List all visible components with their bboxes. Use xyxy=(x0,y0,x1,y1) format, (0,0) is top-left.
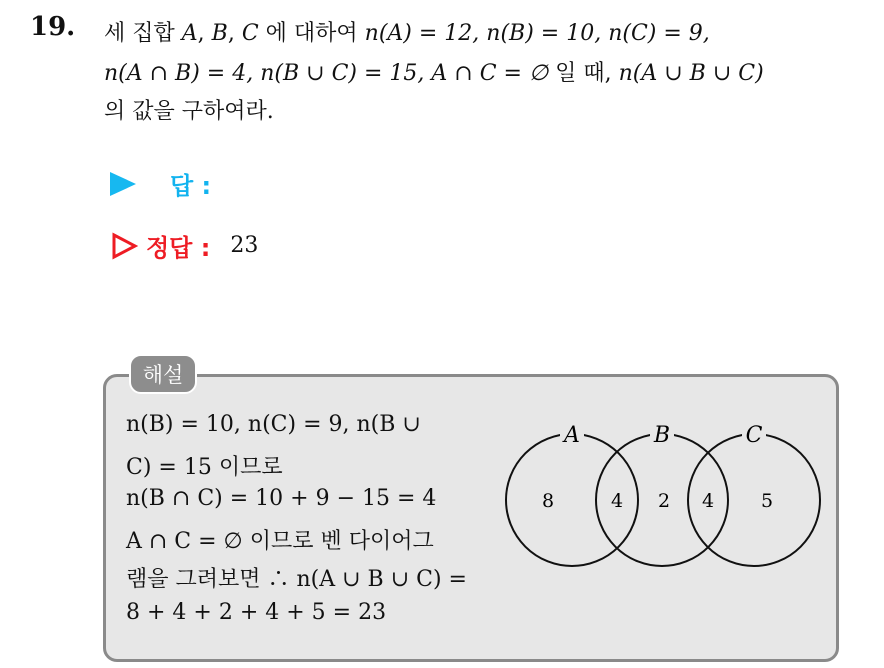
solution-line-2: C) = 15 이므로 xyxy=(126,455,283,480)
solution-line-6: 8 + 4 + 2 + 4 + 5 = 23 xyxy=(126,600,387,625)
solution-line-1: n(B) = 10, n(C) = 9, n(B ∪ xyxy=(126,412,421,437)
solution-line-4: A ∩ C = ∅ 이므로 벤 다이어그 xyxy=(126,529,434,554)
count-c: n(C) = 9, xyxy=(601,21,710,46)
separator: , xyxy=(197,21,212,46)
venn-region-a-only: 8 xyxy=(541,490,555,512)
solution-tab: 해설 xyxy=(129,354,197,394)
count-b-union-c: n(B ∪ C) = 15, xyxy=(253,61,425,86)
count-a-intersect-b: n(A ∩ B) = 4, xyxy=(104,61,254,86)
venn-region-c-only: 5 xyxy=(760,490,774,512)
venn-label-c: C xyxy=(745,423,763,448)
venn-region-b-and-c: 4 xyxy=(701,490,715,512)
venn-region-a-and-b: 4 xyxy=(610,490,624,512)
a-intersect-c-empty: A ∩ C = ∅ xyxy=(424,61,549,86)
answer-key-value: 23 xyxy=(230,233,259,258)
question-line-3: 의 값을 구하여라. xyxy=(104,99,274,124)
play-outline-icon xyxy=(110,232,138,260)
question-text: 에 대하여 xyxy=(258,21,365,46)
answer-input-row[interactable] xyxy=(110,166,211,201)
set-c-label: C xyxy=(241,21,259,46)
question-line-1 xyxy=(104,16,710,47)
count-b: n(B) = 10, xyxy=(479,21,602,46)
question-line-2 xyxy=(104,56,764,87)
asked-quantity: n(A ∪ B ∪ C) xyxy=(618,61,764,86)
play-icon xyxy=(110,172,136,196)
question-text: 일 때, xyxy=(548,61,619,86)
solution-line-5: 램을 그려보면 ∴ n(A ∪ B ∪ C) = xyxy=(126,567,467,592)
question-number: 19. xyxy=(30,12,76,42)
venn-label-a: A xyxy=(564,423,580,448)
separator: , xyxy=(227,21,242,46)
count-a: n(A) = 12, xyxy=(364,21,480,46)
venn-region-b-only: 2 xyxy=(657,490,671,512)
question-text: 세 집합 xyxy=(104,21,182,46)
set-a-label: A xyxy=(181,21,198,46)
answer-key-label: 정답 : xyxy=(146,234,211,262)
venn-label-b: B xyxy=(653,423,671,448)
answer-label: 답 : xyxy=(170,172,212,200)
answer-key-row xyxy=(110,228,258,263)
set-b-label: B xyxy=(211,21,228,46)
venn-diagram xyxy=(500,410,830,580)
solution-line-3: n(B ∩ C) = 10 + 9 − 15 = 4 xyxy=(126,486,437,511)
